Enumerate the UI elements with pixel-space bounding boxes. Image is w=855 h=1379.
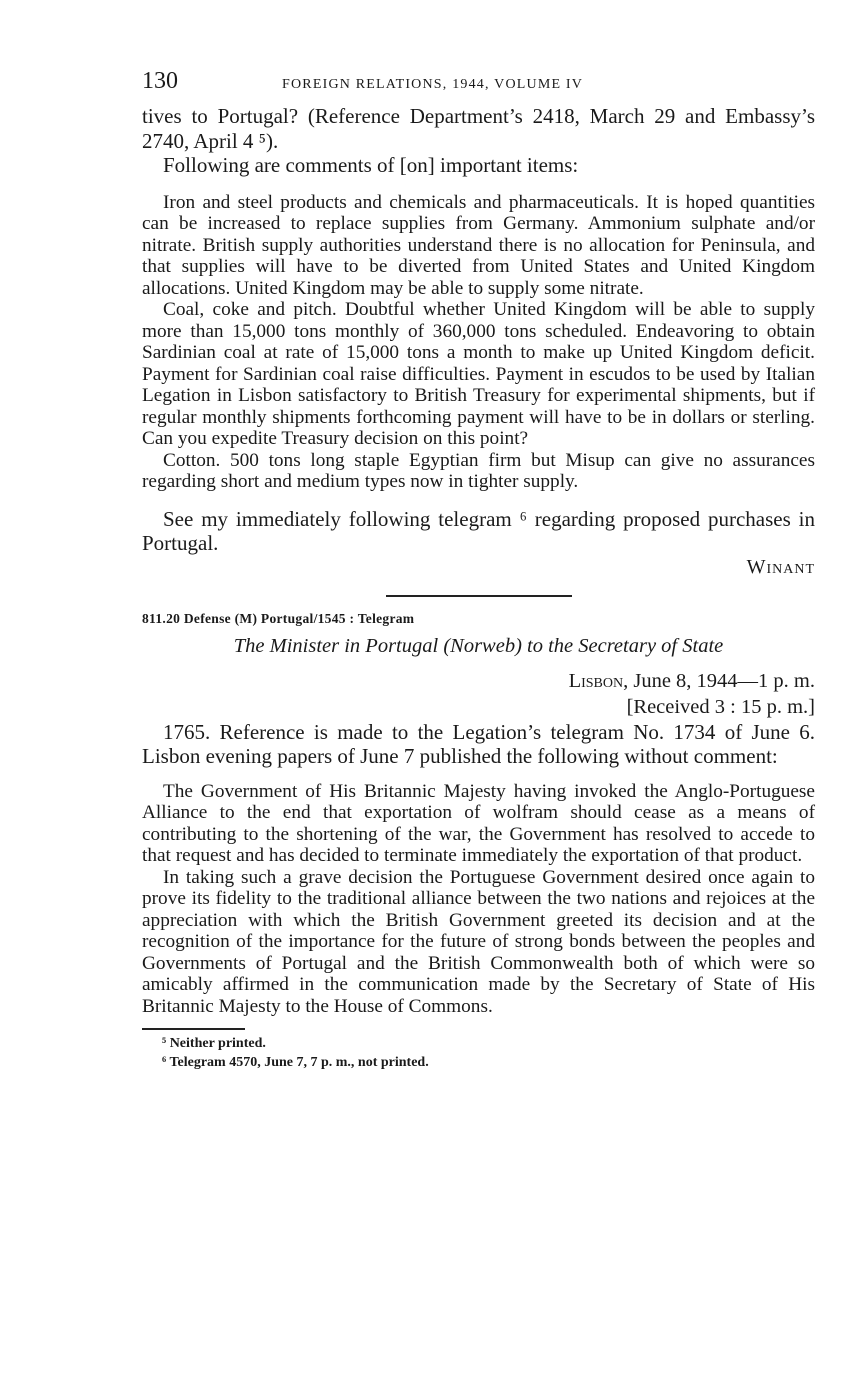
footnote-6: ⁶ Telegram 4570, June 7, 7 p. m., not printed. [162, 1055, 429, 1070]
telegram-paragraph: 1765. Reference is made to the Legation’s telegram No. 1734 of June 6. Lisbon evening papers of June 7 published the following without comment: [142, 719, 815, 768]
footnote-5: ⁵ Neither printed. [162, 1036, 266, 1051]
footnote-rule [142, 1028, 245, 1030]
document-page [142, 68, 815, 1072]
continuation-paragraph: tives to Portugal? (Reference Department’s 2418, March 29 and Embassy’s 2740, April 4 ⁵). [142, 104, 815, 153]
quote-taking-decision: In taking such a grave decision the Portuguese Government desired once again to prove its fidelity to the traditional alliance between the two nations and rejoices at the appreciation with which the British Government greeted its decision and at the recognition of the importance for the future of strong bonds between the peoples and Governments of Portugal and the British Commonwealth both of which were so amicably affirmed in the communication made by the Secretary of State of His Britannic Majesty to the House of Commons. [142, 866, 815, 1017]
dateline-date: , June 8, 1944—1 p. m. [623, 669, 815, 692]
dateline-place: Lisbon [568, 669, 624, 692]
page-number: 130 [142, 68, 178, 94]
section-divider [386, 595, 572, 597]
running-head: FOREIGN RELATIONS, 1944, VOLUME IV [282, 77, 584, 92]
quote-iron-steel: Iron and steel products and chemicals and pharmaceuticals. It is hoped quantities can be increased to replace supplies from Germany. Ammonium sulphate and/or nitrate. British supply authorities understand there is no allocation for Peninsula, and that supplies will have to be diverted from United States and United Kingdom allocations. United Kingdom may be able to supply some nitrate. [142, 191, 815, 299]
document-title: The Minister in Portugal (Norweb) to the Secretary of State [233, 634, 724, 657]
received-time: [Received 3 : 15 p. m.] [626, 695, 815, 718]
signature: Winant [746, 555, 815, 578]
dateline [142, 668, 815, 694]
following-paragraph: Following are comments of [on] important items: [163, 153, 579, 177]
quote-coal: Coal, coke and pitch. Doubtful whether United Kingdom will be able to supply more than 15,000 tons monthly of 360,000 tons scheduled. Endeavoring to obtain Sardinian coal at rate of 15,000 tons a month to make up United Kingdom deficit. Payment for Sardinian coal raise difficulties. Payment in escudos to be used by Italian Legation in Lisbon satisfactory to British Treasury for experimental shipments, but if regular monthly shipments forthcoming payment will have to be in dollars or sterling. Can you expedite Treasury decision on this point? [142, 299, 815, 449]
quote-government: The Government of His Britannic Majesty having invoked the Anglo-Portuguese Alliance to the end that exportation of wolfram should cease as a means of contributing to the shortening of the war, the Government has resolved to accede to that request and has decided to terminate immediately the exportation of that product. [142, 780, 815, 866]
file-reference: 811.20 Defense (M) Portugal/1545 : Telegram [142, 610, 415, 626]
see-telegram-paragraph: See my immediately following telegram ⁶ regarding proposed purchases in Portugal. [142, 506, 815, 555]
quote-cotton: Cotton. 500 tons long staple Egyptian firm but Misup can give no assurances regarding short and medium types now in tighter supply. [142, 449, 815, 492]
page-header [142, 68, 815, 104]
